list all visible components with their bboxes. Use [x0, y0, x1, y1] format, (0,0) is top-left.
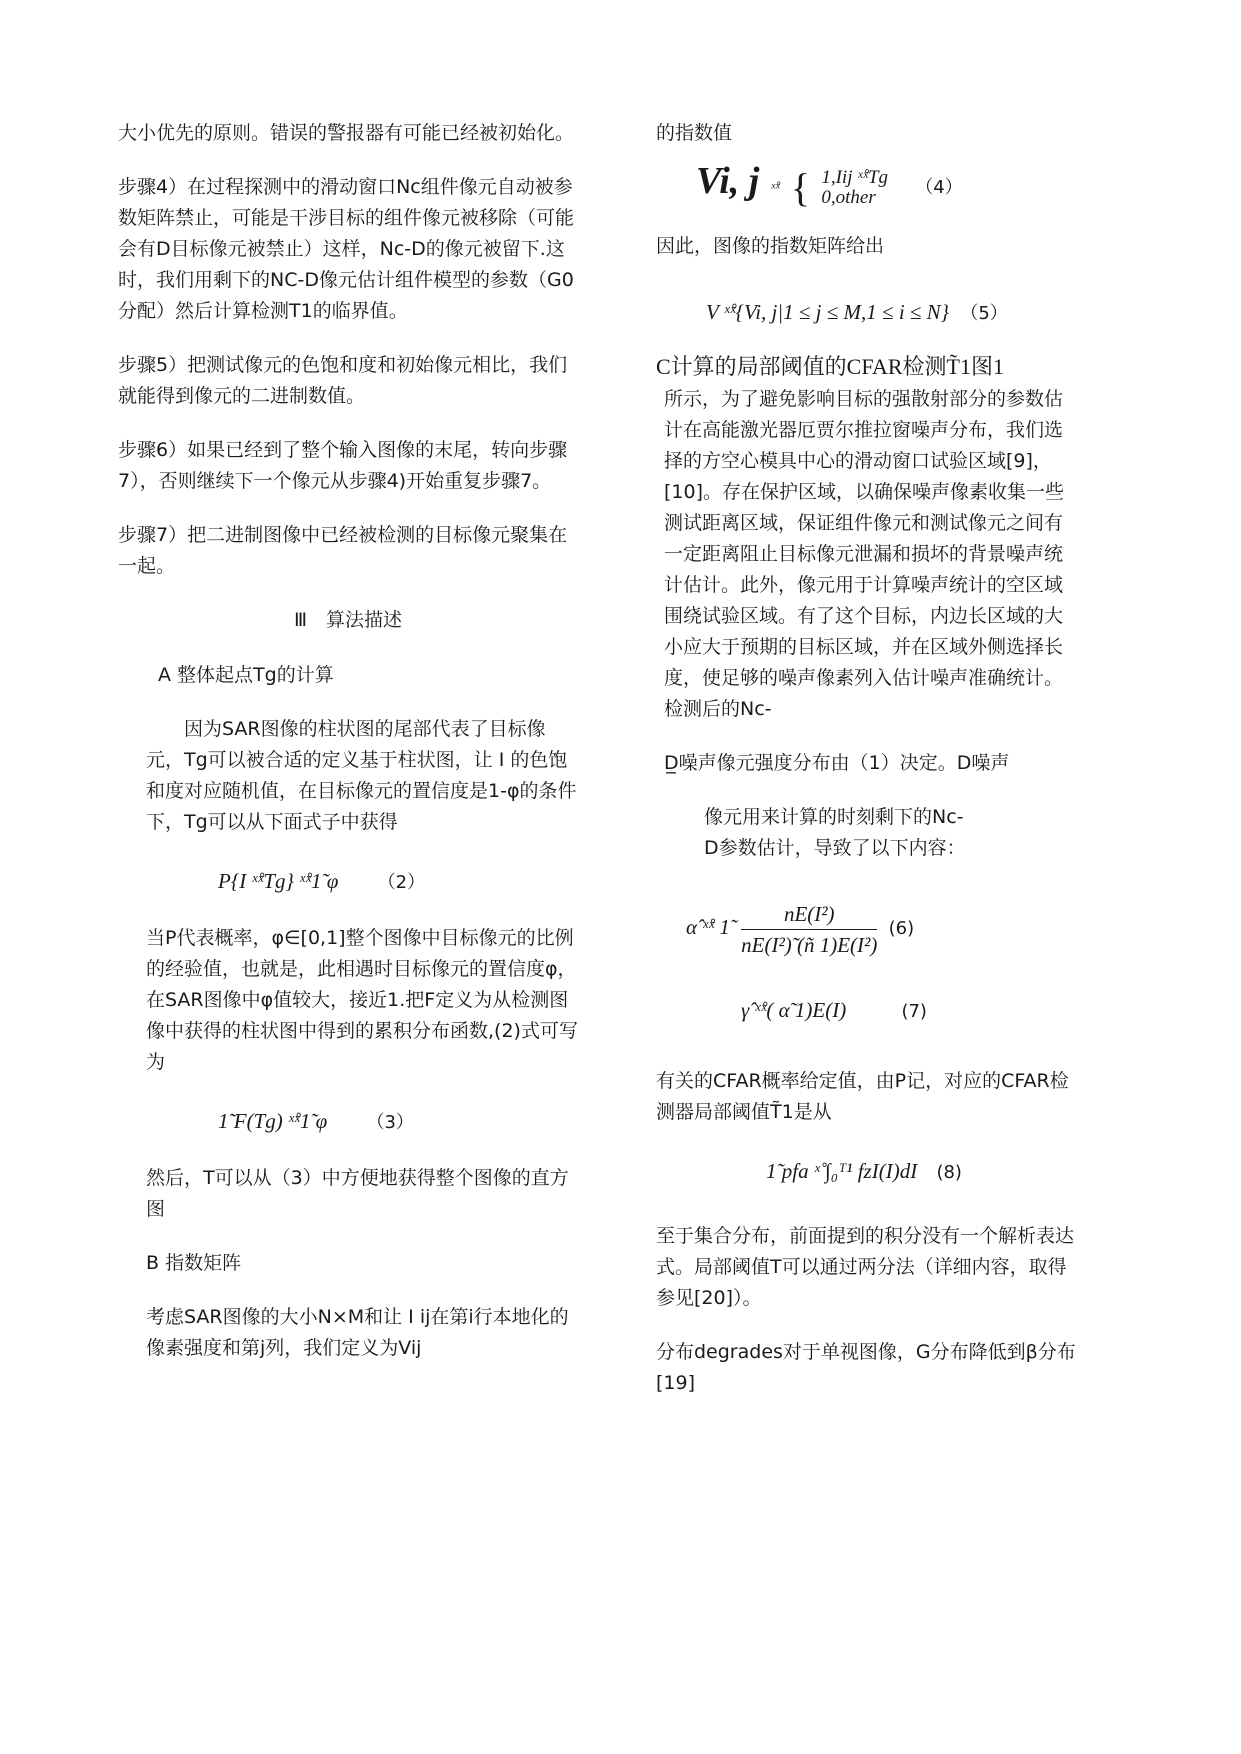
equation-8-number: (8)	[936, 1162, 962, 1183]
equation-6-denominator: nE(I²)̃ (ñ 1)E(I²)	[741, 932, 878, 957]
paragraph-intro: 大小优先的原则。错误的警报器有可能已经被初始化。	[118, 122, 575, 144]
paragraph-cfar-threshold: 有关的CFAR概率给定值，由P记，对应的CFAR检测器局部阈值T̃1是从	[656, 1070, 1069, 1123]
right-column	[656, 118, 1076, 1422]
subsection-b-title: B 指数矩阵	[146, 1252, 242, 1274]
equation-5-body: V ˣ̊ˣ{Vi, j|1 ≤ j ≤ M,1 ≤ i ≤ N}	[706, 300, 950, 324]
equation-5	[706, 292, 1076, 332]
paragraph-index-value: 的指数值	[656, 122, 733, 144]
cfar-heading-line: C计算的局部阈值的CFAR检测T̃1图1	[656, 354, 1004, 379]
section-heading-algorithm: Ⅲ 算法描述	[293, 609, 403, 631]
equation-4-brace: {	[790, 165, 811, 211]
paragraph-histogram: 然后，T可以从（3）中方便地获得整个图像的直方图	[146, 1167, 569, 1220]
equation-4-cases	[821, 168, 888, 208]
paragraph-bisection: 至于集合分布，前面提到的积分没有一个解析表达式。局部阈值T可以通过两分法（详细内容，取得参见[20]）。	[656, 1225, 1075, 1309]
equation-3	[218, 1101, 578, 1141]
paragraph-matrix-given: 因此，图像的指数矩阵给出	[656, 235, 885, 257]
equation-6-number: (6)	[888, 918, 915, 939]
equation-2-body: P{I ˣ̊ˣTg} ˣ̊ˣ1̃ φ	[218, 869, 339, 893]
equation-7-number: (7)	[901, 1001, 927, 1022]
equation-4-case1: 1,Iij ˣ̊ˣTg	[821, 167, 889, 189]
equation-4-number: （4）	[915, 177, 963, 198]
paragraph-cfar: 所示，为了避免影响目标的强散射部分的参数估计在高能激光器厄贾尔推拉窗噪声分布，我们选择的方空心模具中心的滑动窗口试验区域[9]，[10]。存在保护区域，以确保噪声像素收集一些测试距离区域，保证组件像元和测试像元之间有一定距离阻止目标像元泄漏和损坏的背景噪声统计估计。此外，像元用于计算噪声统计的空区域围绕试验区域。有了这个目标，内边长区域的大小应大于预期的目标区域，并在区域外侧选择长度，使足够的噪声像素列入估计噪声准确统计。检测后的Nc-	[664, 388, 1065, 720]
left-column	[118, 118, 578, 1387]
paragraph-parameter-estimate: 像元用来计算的时刻剩下的Nc-D参数估计，导致了以下内容：	[704, 806, 966, 859]
paragraph-probability: 当P代表概率，φ∈[0,1]整个图像中目标像元的比例的经验值，也就是，此相遇时目标像元的置信度φ，在SAR图像中φ值较大，接近1.把F定义为从检测图像中获得的柱状图中得到的累积分布函数,(2)式可写为	[146, 927, 578, 1073]
equation-4-case2: 0,other	[821, 187, 876, 209]
subsection-a-title: A 整体起点Tg的计算	[158, 664, 334, 686]
equation-6	[686, 892, 1076, 962]
equation-4-lhs: Vi, j	[696, 160, 760, 202]
equation-7	[741, 990, 1076, 1030]
equation-3-number: （3）	[366, 1112, 414, 1133]
paragraph-step5: 步骤5）把测试像元的色饱和度和初始像元相比，我们就能得到像元的二进制数值。	[118, 354, 568, 407]
equation-8	[766, 1151, 1076, 1191]
equation-3-body: 1̃ F(Tg) ˣ̊ˣ1̃ φ	[218, 1109, 328, 1133]
equation-7-body: γ̂ ˣ̊ˣ( α̃ 1)E(I)	[741, 998, 847, 1022]
equation-6-lhs: α̂ ˣ̊ˣ 1̃	[686, 915, 730, 939]
equation-6-fraction	[741, 901, 877, 958]
equation-8-body: 1̃ pfa ˣ̊ ∫₀ᵀ¹ fzI(I)dI	[766, 1159, 918, 1183]
paragraph-step6: 步骤6）如果已经到了整个输入图像的末尾，转向步骤7），否则继续下一个像元从步骤4)开始重复步骤7。	[118, 439, 568, 492]
paragraph-step4: 步骤4）在过程探测中的滑动窗口Nc组件像元自动被参数矩阵禁止，可能是干涉目标的组件像元被移除（可能会有D目标像元被禁止）这样，Nc-D的像元被留下.这时，我们用剩下的NC-D像元估计组件模型的参数（G0分配）然后计算检测T1的临界值。	[118, 176, 575, 322]
equation-5-number: （5）	[960, 303, 1008, 324]
equation-6-numerator: nE(I²)	[741, 901, 877, 930]
paragraph-noise-distribution: D̲噪声像元强度分布由（1）决定。D噪声	[664, 752, 1010, 774]
equation-4-operator: ˣ̊ˣ	[770, 180, 780, 197]
paragraph-threshold: 因为SAR图像的柱状图的尾部代表了目标像元，Tg可以被合适的定义基于柱状图，让 I 的色饱和度对应随机值，在目标像元的置信度是1-φ的条件下，Tg可以从下面式子中获得	[146, 718, 577, 833]
paragraph-index-matrix: 考虑SAR图像的大小N×M和让 I ij在第i行本地化的像素强度和第j列，我们定义为Vij	[146, 1306, 569, 1359]
equation-2-number: （2）	[377, 872, 426, 893]
paragraph-step7: 步骤7）把二进制图像中已经被检测的目标像元聚集在一起。	[118, 524, 568, 577]
equation-2	[218, 861, 578, 901]
paragraph-distribution: 分布degrades对于单视图像，G分布降低到β分布[19]	[656, 1341, 1076, 1394]
equation-4	[696, 153, 1076, 209]
